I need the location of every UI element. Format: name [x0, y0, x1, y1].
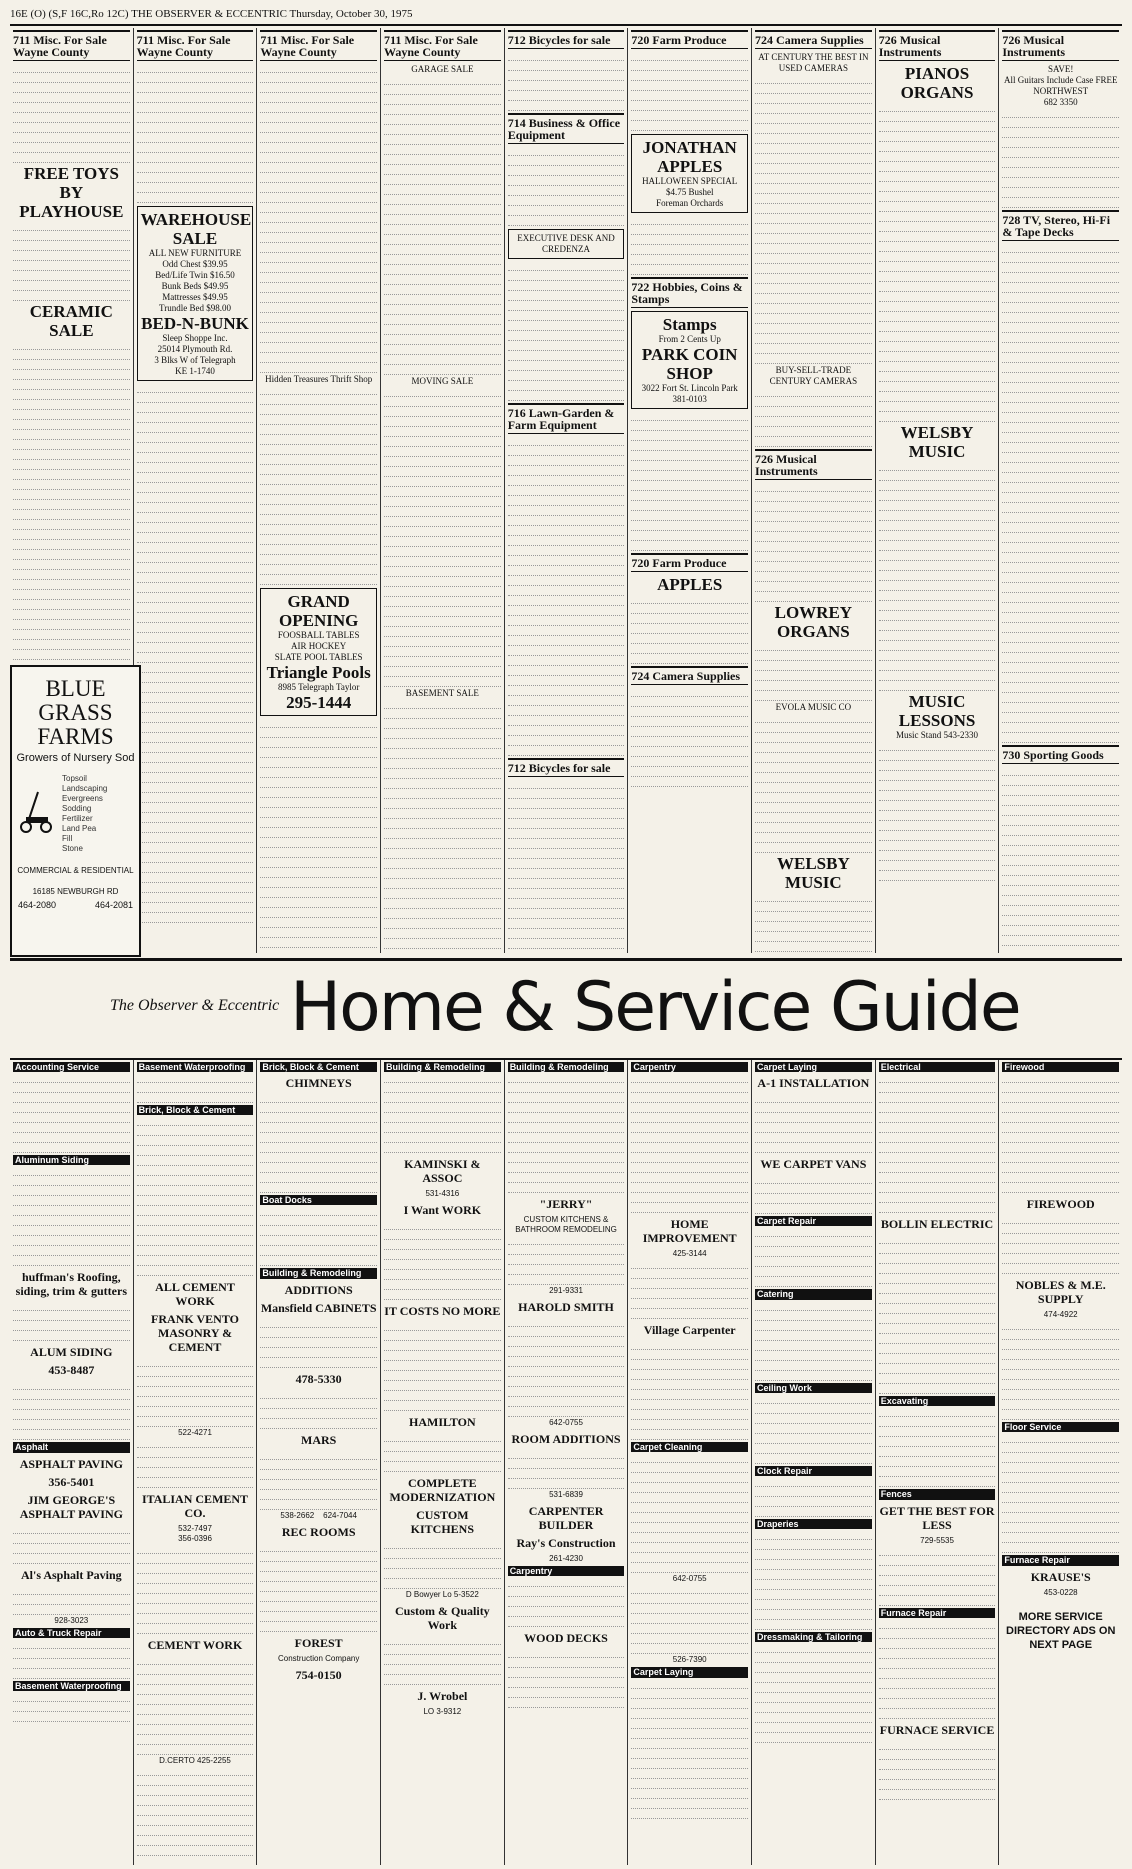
- guide-ad-headline: 356-5401: [48, 1474, 95, 1489]
- ad-text-block: [508, 1649, 625, 1708]
- guide-section-header: Building & Remodeling: [384, 1062, 501, 1072]
- section-header: 720 Farm Produce: [631, 30, 748, 49]
- guide-ad-headline: ALL CEMENT WORK: [155, 1280, 235, 1309]
- lawnmower-illustration: [18, 787, 58, 837]
- guide-ad-headline: Al's Asphalt Paving: [20, 1567, 122, 1582]
- guide-section-header: Auto & Truck Repair: [13, 1628, 130, 1638]
- guide-ad-headline: WOOD DECKS: [524, 1631, 608, 1646]
- section-header: 714 Business & Office Equipment: [508, 113, 625, 144]
- service-item: Evergreens: [62, 794, 103, 803]
- ad-text-block: [879, 742, 996, 881]
- section-header: 720 Farm Produce: [631, 553, 748, 572]
- ad-text-block: [755, 1228, 872, 1287]
- classified-column: [134, 28, 258, 953]
- ad-text-block: [1002, 1434, 1119, 1553]
- section-header: 722 Hobbies, Coins & Stamps: [631, 277, 748, 308]
- ad-headline: MUSIC LESSONS: [898, 692, 976, 730]
- ad-type: COMMERCIAL & RESIDENTIAL: [17, 866, 134, 875]
- service-item: Topsoil: [62, 774, 87, 783]
- ad-text-block: [631, 412, 748, 551]
- ad-text-block: [260, 64, 377, 373]
- section-header: 726 Musical Instruments: [1002, 30, 1119, 61]
- ad-text-block: [384, 1540, 501, 1589]
- guide-ad-phone: D Bowyer Lo 5-3522: [405, 1590, 479, 1600]
- ad-text-block: [13, 1074, 130, 1153]
- ad-text-block: [1002, 1215, 1119, 1274]
- ad-headline: Hidden Treasures Thrift Shop: [265, 374, 373, 384]
- guide-column: [505, 1060, 629, 1865]
- ad-text-block: [631, 1341, 748, 1440]
- guide-ad-headline: I Want WORK: [403, 1203, 482, 1218]
- section-header: 712 Bicycles for sale: [508, 30, 625, 49]
- guide-ad-phone: 531-6839: [549, 1490, 583, 1500]
- guide-ad-phone: 532-7497: [178, 1524, 212, 1534]
- ad-text-block: [879, 1741, 996, 1800]
- guide-ad-headline: ASPHALT PAVING: [19, 1456, 123, 1471]
- ad-text-block: [631, 216, 748, 275]
- ad-headline: BUY-SELL-TRADE CENTURY CAMERAS: [769, 365, 858, 386]
- guide-column: [628, 1060, 752, 1865]
- guide-ad-headline: GET THE BEST FOR LESS: [879, 1503, 995, 1532]
- guide-section-header: Basement Waterproofing: [13, 1681, 130, 1691]
- ad-text-block: [13, 1693, 130, 1722]
- ad-text-block: [384, 1433, 501, 1472]
- guide-column: [999, 1060, 1122, 1865]
- ad-text-block: [879, 462, 996, 691]
- ad-text-block: [260, 1094, 377, 1193]
- guide-section-header: Brick, Block & Cement: [260, 1062, 377, 1072]
- ad-text-block: [384, 1636, 501, 1685]
- guide-ad-headline: KRAUSE'S: [1030, 1569, 1091, 1584]
- section-header: 724 Camera Supplies: [631, 666, 748, 685]
- service-item: Sodding: [62, 804, 92, 813]
- ad-text-block: [755, 1531, 872, 1630]
- newspaper-logo: The Observer & Eccentric: [110, 997, 280, 1014]
- classified-columns: [10, 28, 1122, 953]
- ad-text-block: [879, 1235, 996, 1394]
- ad-text-block: [137, 1545, 254, 1634]
- guide-section-header: Accounting Service: [13, 1062, 130, 1072]
- ad-text-block: [384, 1221, 501, 1300]
- guide-section-header: Draperies: [755, 1519, 872, 1529]
- ad-text-block: [508, 1236, 625, 1285]
- classified-column: [505, 28, 629, 953]
- classified-column: [999, 28, 1122, 953]
- ad-text-block: [137, 1074, 254, 1103]
- ad-text-block: [755, 1175, 872, 1214]
- service-guide-title: Home & Service Guide: [290, 968, 1020, 1047]
- ad-text-block: [384, 1074, 501, 1153]
- guide-ad-headline: FIREWOOD: [1026, 1197, 1095, 1212]
- guide-ad-headline: A-1 INSTALLATION: [757, 1076, 870, 1091]
- classified-column: [257, 28, 381, 953]
- guide-ad-phone: 522-4271: [178, 1428, 212, 1438]
- guide-section-header: Ceiling Work: [755, 1383, 872, 1393]
- guide-column: [381, 1060, 505, 1865]
- ad-text-block: [137, 384, 254, 923]
- ad-text-block: [13, 64, 130, 163]
- guide-ad-headline: CEMENT WORK: [147, 1638, 243, 1653]
- guide-ad-headline: HOME IMPROVEMENT: [642, 1217, 737, 1246]
- guide-ad-headline: REC ROOMS: [281, 1524, 356, 1539]
- ad-text-block: [1002, 109, 1119, 208]
- guide-column: [876, 1060, 1000, 1865]
- guide-section-header: Brick, Block & Cement: [137, 1105, 254, 1115]
- guide-ad-headline: CARPENTER BUILDER: [528, 1504, 604, 1533]
- guide-ad-phone: 526-7390: [672, 1655, 707, 1665]
- guide-ad-subline: Construction Company: [277, 1653, 360, 1663]
- guide-section-header: Electrical: [879, 1062, 996, 1072]
- guide-section-header: Carpet Cleaning: [631, 1442, 748, 1452]
- guide-section-header: Carpet Repair: [755, 1216, 872, 1226]
- guide-column: [134, 1060, 258, 1865]
- ad-text-block: [631, 688, 748, 787]
- section-header: 711 Misc. For Sale Wayne County: [13, 30, 130, 61]
- ad-headline: APPLES: [657, 575, 723, 594]
- guide-ad-headline: CHIMNEYS: [285, 1076, 352, 1091]
- guide-section-header: Aluminum Siding: [13, 1155, 130, 1165]
- guide-ad-headline: ADDITIONS: [284, 1282, 353, 1297]
- guide-ad-headline: WE CARPET VANS: [760, 1157, 867, 1172]
- section-header: 711 Misc. For Sale Wayne County: [137, 30, 254, 61]
- ad-phones: [12, 900, 139, 910]
- ad-text-block: [1002, 244, 1119, 743]
- ad-text-block: [508, 262, 625, 401]
- ad-headline: FREE TOYS BY PLAYHOUSE: [19, 164, 124, 221]
- section-header: 712 Bicycles for sale: [508, 758, 625, 777]
- guide-ad-headline: IT COSTS NO MORE: [384, 1304, 501, 1319]
- ad-headline: BASEMENT SALE: [405, 688, 479, 698]
- ad-headline: Music Stand 543-2330: [896, 730, 979, 740]
- ad-text-block: [755, 893, 872, 953]
- pool-table-ad: GRAND OPENING FOOSBALL TABLES AIR HOCKEY SLATE POOL TABLES Triangle Pools 8985 Telegraph Taylor 295-1444: [260, 588, 377, 716]
- ad-text-block: [384, 1322, 501, 1411]
- guide-ad-phone: 474-4922: [1043, 1310, 1078, 1320]
- ad-text-block: [755, 642, 872, 701]
- ad-headline: CERAMIC SALE: [29, 302, 113, 340]
- ad-text-block: [508, 1578, 625, 1627]
- guide-ad-phone: 261-4230: [549, 1554, 583, 1564]
- ad-text-block: [755, 483, 872, 602]
- guide-section-header: Building & Remodeling: [260, 1268, 377, 1278]
- ad-text-block: [508, 147, 625, 226]
- ad-text-block: [384, 76, 501, 375]
- guide-section-header: Floor Service: [1002, 1422, 1119, 1432]
- guide-section-header: Carpentry: [508, 1566, 625, 1576]
- ad-text-block: [260, 1319, 377, 1368]
- guide-ad-headline: Village Carpenter: [643, 1323, 736, 1338]
- continued-note: MORE SERVICE DIRECTORY ADS ON NEXT PAGE: [1006, 1610, 1116, 1651]
- guide-ad-phone: 642-0755: [672, 1574, 707, 1584]
- guide-ad-headline: FURNACE SERVICE: [879, 1722, 995, 1737]
- services-list: [62, 774, 139, 854]
- ad-text-block: [13, 1586, 130, 1615]
- ad-text-block: [755, 714, 872, 853]
- guide-ad-headline: FOREST: [294, 1635, 343, 1650]
- ad-text-block: [879, 103, 996, 422]
- phone-number: 538-2662: [280, 1510, 315, 1520]
- classified-column: [876, 28, 1000, 953]
- service-guide-columns: [10, 1058, 1122, 1865]
- service-item: Landscaping: [62, 784, 108, 793]
- apples-ad: JONATHAN APPLES HALLOWEEN SPECIAL $4.75 Bushel Foreman Orchards: [631, 134, 748, 213]
- guide-ad-phone: 291-9331: [549, 1286, 583, 1296]
- ad-headline: MOVING SALE: [411, 376, 474, 386]
- guide-ad-headline: JIM GEORGE'S ASPHALT PAVING: [19, 1492, 123, 1521]
- guide-section-header: Clock Repair: [755, 1466, 872, 1476]
- page-masthead: 16E (O) (S,F 16C,Ro 12C) THE OBSERVER & ECCENTRIC Thursday, October 30, 1975: [10, 8, 1122, 26]
- guide-section-header: Carpet Laying: [755, 1062, 872, 1072]
- section-header: 716 Lawn-Garden & Farm Equipment: [508, 403, 625, 434]
- phone-left: 464-2080: [18, 900, 57, 910]
- ad-text-block: [137, 1767, 254, 1865]
- guide-ad-headline: FRANK VENTO MASONRY & CEMENT: [151, 1312, 239, 1355]
- guide-ad-headline: HAROLD SMITH: [518, 1300, 614, 1315]
- ad-text-block: [755, 1302, 872, 1381]
- ad-text-block: [631, 1454, 748, 1573]
- guide-section-header: Asphalt: [13, 1442, 130, 1452]
- guide-ad-headline: ROOM ADDITIONS: [511, 1432, 621, 1447]
- ad-text-block: [384, 388, 501, 687]
- ad-text-block: [13, 1525, 130, 1564]
- guide-ad-phone: 729-5535: [920, 1535, 954, 1545]
- ad-text-block: [508, 1450, 625, 1489]
- ad-text-block: [508, 1318, 625, 1417]
- ad-text-block: [13, 1640, 130, 1679]
- service-item: Fill: [62, 834, 73, 843]
- ad-text-block: [260, 386, 377, 585]
- phone-right: 464-2081: [94, 900, 133, 910]
- ad-text-block: [260, 1451, 377, 1510]
- service-item: Stone: [62, 844, 83, 853]
- ad-text-block: [879, 1074, 996, 1213]
- guide-ad-phone: 531-4316: [425, 1189, 460, 1199]
- guide-column: [752, 1060, 876, 1865]
- guide-ad-headline: 453-8487: [48, 1363, 95, 1378]
- guide-section-header: Carpentry: [631, 1062, 748, 1072]
- guide-column: [10, 1060, 134, 1865]
- ad-text-block: [137, 64, 254, 203]
- ad-headline: EVOLA MUSIC CO: [775, 702, 852, 712]
- ad-text-block: [137, 1656, 254, 1755]
- ad-text-block: [260, 1207, 377, 1266]
- ad-text-block: [508, 52, 625, 111]
- ad-text-block: [755, 1395, 872, 1464]
- classified-column: [752, 28, 876, 953]
- executive-desk-ad: EXECUTIVE DESK AND CREDENZA: [508, 229, 625, 259]
- section-header: 711 Misc. For Sale Wayne County: [384, 30, 501, 61]
- section-header: 726 Musical Instruments: [755, 449, 872, 480]
- guide-section-header: Firewood: [1002, 1062, 1119, 1072]
- guide-ad-headline: "JERRY": [539, 1197, 593, 1212]
- guide-ad-headline: J. Wrobel: [417, 1689, 468, 1704]
- ad-headline: GARAGE SALE: [411, 64, 474, 74]
- guide-section-header: Excavating: [879, 1396, 996, 1406]
- guide-ad-headline: BOLLIN ELECTRIC: [880, 1217, 994, 1232]
- service-guide-header: [10, 958, 1122, 1061]
- guide-ad-headline: ALUM SIDING: [30, 1345, 113, 1360]
- ad-text-block: [508, 437, 625, 756]
- guide-ad-headline: Ray's Construction: [516, 1536, 616, 1551]
- guide-section-header: Fences: [879, 1489, 996, 1499]
- service-item: Fertilizer: [62, 814, 93, 823]
- guide-ad-phone: 642-0755: [549, 1418, 583, 1428]
- ad-text-block: [631, 1585, 748, 1654]
- ad-headline: LOWREY ORGANS: [774, 603, 853, 641]
- guide-ad-headline: Custom & Quality Work: [395, 1604, 490, 1633]
- ad-text-block: [631, 52, 748, 131]
- guide-ad-headline: Mansfield CABINETS: [260, 1300, 377, 1315]
- guitar-ad: SAVE! All Guitars Include Case FREE NORTHWEST 682 3350: [1003, 64, 1118, 107]
- section-header: 711 Misc. For Sale Wayne County: [260, 30, 377, 61]
- guide-ad-headline: NOBLES & M.E. SUPPLY: [1015, 1278, 1106, 1307]
- ad-text-block: [260, 1390, 377, 1429]
- ad-text-block: [755, 75, 872, 364]
- guide-ad-headline: KAMINSKI & ASSOC: [404, 1157, 481, 1186]
- guide-section-header: Carpet Laying: [631, 1667, 748, 1677]
- ad-text-block: [879, 1547, 996, 1606]
- ad-text-block: [137, 1358, 254, 1427]
- section-header: 728 TV, Stereo, Hi-Fi & Tape Decks: [1002, 210, 1119, 241]
- ad-text-block: [631, 1074, 748, 1213]
- guide-ad-phone: 453-0228: [1043, 1587, 1078, 1597]
- ad-text-block: [879, 1408, 996, 1487]
- classified-column: [381, 28, 505, 953]
- guide-ad-headline: huffman's Roofing, siding, trim & gutters: [15, 1270, 127, 1299]
- guide-ad-headline: HAMILTON: [409, 1415, 476, 1430]
- ad-text-block: [13, 222, 130, 301]
- ad-text-block: [508, 1074, 625, 1193]
- guide-section-header: Building & Remodeling: [508, 1062, 625, 1072]
- guide-section-header: Furnace Repair: [879, 1608, 996, 1618]
- ad-text-block: [631, 1680, 748, 1819]
- ad-text-block: [260, 719, 377, 953]
- ad-headline: AT CENTURY THE BEST IN USED CAMERAS: [758, 52, 869, 73]
- guide-section-header: Furnace Repair: [1002, 1555, 1119, 1565]
- ad-text-block: [631, 595, 748, 664]
- guide-column: [257, 1060, 381, 1865]
- guide-section-header: Basement Waterproofing: [137, 1062, 254, 1072]
- section-header: 726 Musical Instruments: [879, 30, 996, 61]
- ad-headline: WELSBY MUSIC: [776, 854, 850, 892]
- ad-text-block: [13, 1302, 130, 1341]
- guide-ad-phone: 928-3023: [54, 1615, 89, 1625]
- ad-text-block: [137, 1117, 254, 1276]
- ad-text-block: [631, 1260, 748, 1319]
- guide-ad-headline: COMPLETE MODERNIZATION: [389, 1476, 496, 1505]
- ad-text-block: [879, 1620, 996, 1719]
- ad-text-block: [384, 700, 501, 953]
- ad-headline: PIANOS ORGANS: [900, 64, 974, 102]
- ad-text-block: [137, 1439, 254, 1488]
- section-header: 730 Sporting Goods: [1002, 745, 1119, 764]
- ad-title: BLUE GRASS FARMS: [37, 676, 114, 749]
- ad-text-block: [1002, 767, 1119, 953]
- ad-headline: WELSBY MUSIC: [900, 423, 974, 461]
- classified-column: [628, 28, 752, 953]
- guide-section-header: Dressmaking & Tailoring: [755, 1632, 872, 1642]
- warehouse-sale-ad: WAREHOUSE SALE ALL NEW FURNITURE Odd Chest $39.95 Bed/Life Twin $16.50 Bunk Beds $49.95 Mattresses $49.95 Trundle Bed $98.00 BED-N-BUNK Sleep Shoppe Inc. 25014 Plymouth Rd. 3 Blks W of Telegraph KE 1-1740: [137, 206, 254, 381]
- guide-section-header: Catering: [755, 1289, 872, 1299]
- ad-subtitle: Growers of Nursery Sod: [16, 752, 135, 764]
- guide-ad-subline: CUSTOM KITCHENS & BATHROOM REMODELING: [515, 1215, 617, 1235]
- ad-text-block: [755, 1644, 872, 1743]
- ad-text-block: [755, 1478, 872, 1517]
- guide-ad-headline: ITALIAN CEMENT CO.: [141, 1492, 249, 1521]
- guide-ad-headline: 754-0150: [295, 1667, 342, 1682]
- coin-shop-ad: Stamps From 2 Cents Up PARK COIN SHOP 3022 Fort St. Lincoln Park 381-0103: [631, 311, 748, 409]
- section-header: 724 Camera Supplies: [755, 30, 872, 49]
- guide-ad-phone: LO 3-9312: [423, 1707, 462, 1717]
- service-item: Land Pea: [62, 824, 97, 833]
- ad-text-block: [755, 1094, 872, 1153]
- ad-address: 16185 NEWBURGH RD: [32, 887, 119, 896]
- guide-section-header: Boat Docks: [260, 1195, 377, 1205]
- guide-ad-phone: [260, 1511, 377, 1521]
- guide-ad-phone: 356-0396: [178, 1534, 212, 1544]
- phone-number: 624-7044: [323, 1510, 357, 1520]
- guide-ad-headline: MARS: [301, 1432, 337, 1447]
- guide-ad-phone: 425-3144: [672, 1249, 707, 1259]
- guide-ad-headline: 478-5330: [295, 1371, 342, 1386]
- ad-text-block: [1002, 1074, 1119, 1193]
- ad-text-block: [13, 1167, 130, 1266]
- ad-text-block: [755, 388, 872, 447]
- ad-text-block: [1002, 1321, 1119, 1420]
- ad-text-block: [260, 1543, 377, 1632]
- guide-ad-headline: CUSTOM KITCHENS: [410, 1508, 475, 1537]
- ad-text-block: [508, 780, 625, 953]
- ad-text-block: [13, 1381, 130, 1440]
- guide-ad-phone: D.CERTO 425-2255: [159, 1756, 231, 1766]
- blue-grass-farms-ad: [10, 665, 141, 957]
